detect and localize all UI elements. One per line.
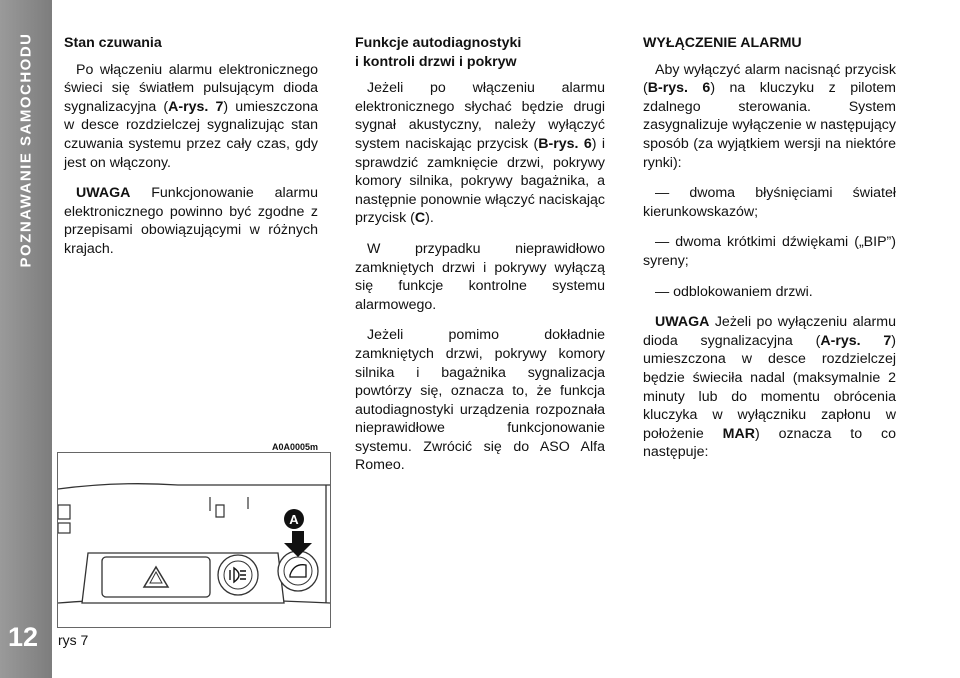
note: UWAGA Jeżeli po wyłączeniu alarmu dioda sygnalizacyjna (A-rys. 7) umieszczona w desce rozdzielczej będzie świeciła nadal (maksymalnie 2 minuty lub do momentu obrócenia kluczyka w wyłączniku zapłonu w położenie MAR) oznacza to co następuje: <box>643 314 896 461</box>
figure-dashboard <box>57 452 331 628</box>
column-3 <box>643 34 896 474</box>
page-number: 12 <box>8 622 39 652</box>
callout-letter: A <box>289 512 299 527</box>
paragraph: Aby wyłączyć alarm nacisnąć przycisk (B-rys. 6) na kluczyku z pilotem zdalnego sterowania. System zasygnalizuje wyłączenie w następujący sposób (za wyjątkiem wersji na niektóre rynki): <box>643 61 896 171</box>
note-label: UWAGA <box>76 185 131 202</box>
dashboard-illustration <box>58 453 330 627</box>
section-title: POZNAWANIE SAMOCHODU <box>17 32 35 268</box>
paragraph: Jeżeli pomimo dokładnie zamkniętych drzwi, pokrywy komory silnika i bagażnika sygnalizacja powtórzy się, oznacza to, że funkcja autodiagnostyki urządzenia rozpoznała nieprawidłowe funkcjonowanie systemu. Zwrócić się do ASO Alfa Romeo. <box>355 327 605 474</box>
figure-caption: rys 7 <box>58 632 89 648</box>
list-item: — odblokowaniem drzwi. <box>655 283 813 300</box>
list-item: — dwoma krótkimi dźwiękami („BIP”) syreny; <box>643 234 896 269</box>
hazard-button <box>102 557 210 597</box>
paragraph: W przypadku nieprawidłowo zamkniętych drzwi i pokrywy wyłączą się funkcje kontrolne systemu alarmowego. <box>355 240 605 313</box>
figure-code: A0A0005m <box>272 442 319 452</box>
paragraph: Po włączeniu alarmu elektronicznego świeci się światłem pulsującym dioda sygnalizacyjna (A-rys. 7) umieszczona w desce rozdzielczej sygnalizując stan czuwania systemu przez cały czas, gdy jest on włączony. <box>64 61 319 171</box>
note-label: UWAGA <box>655 314 710 331</box>
column-1 <box>64 34 318 271</box>
column-2 <box>355 34 605 487</box>
heading-standby: Stan czuwania <box>64 35 162 51</box>
paragraph: Jeżeli po włączeniu alarmu elektronicznego słychać będzie drugi sygnał akustyczny, należy wyłączyć system naciskając przycisk (B-rys. 6) i sprawdzić zamknięcie drzwi, pokrywy komory silnika, pokrywy bagażnika, a następnie ponownie włączyć naciskając przycisk (C). <box>355 80 605 227</box>
list-item: — dwoma błyśnięciami świateł kierunkowskazów; <box>643 185 896 220</box>
note: UWAGA Funkcjonowanie alarmu elektronicznego powinno być zgodne z przepisami obowiązującymi w różnych krajach. <box>64 185 318 257</box>
sidebar-band <box>0 0 52 678</box>
heading-selfdiagnostics: Funkcje autodiagnostyki i kontroli drzwi i pokryw <box>355 35 522 70</box>
heading-alarm-off: WYŁĄCZENIE ALARMU <box>643 35 802 51</box>
